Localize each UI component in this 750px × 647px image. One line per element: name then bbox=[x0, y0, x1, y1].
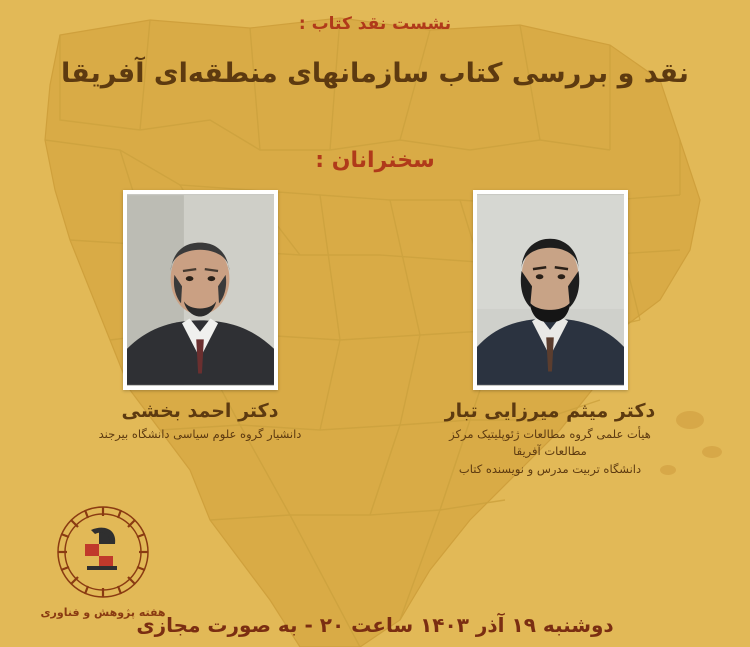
header-label: نشست نقد کتاب : bbox=[298, 14, 452, 34]
logo-caption: هفته پژوهش و فناوری bbox=[40, 606, 166, 619]
speaker-photo-mirzaei-tabar bbox=[473, 190, 628, 390]
event-datetime-footer: دوشنبه ۱۹ آذر ۱۴۰۳ ساعت ۲۰ - به صورت مجازی bbox=[136, 613, 614, 637]
speakers-label: سخنرانان : bbox=[315, 148, 435, 173]
page-title: نقد و بررسی کتاب سازمانهای منطقه‌ای آفریقا bbox=[61, 58, 689, 89]
speaker-name: دکتر میثم میرزایی تبار bbox=[444, 400, 656, 422]
speaker-card bbox=[85, 190, 315, 478]
speakers-row bbox=[0, 190, 750, 478]
speaker-card bbox=[435, 190, 665, 478]
research-week-logo-icon bbox=[38, 500, 168, 604]
speaker-affiliation-line: دانشگاه تربیت مدرس و نویسنده کتاب bbox=[458, 461, 642, 476]
speaker-affiliation bbox=[435, 426, 665, 478]
speaker-name: دکتر احمد بخشی bbox=[121, 400, 279, 422]
speaker-affiliation-line: هیأت علمی گروه مطالعات ژئوپلیتیک مرکز مطالعات آفریقا bbox=[449, 427, 651, 459]
speaker-photo-bakhshi bbox=[123, 190, 278, 390]
speaker-affiliation-line: دانشیار گروه علوم سیاسی دانشگاه بیرجند bbox=[98, 427, 302, 441]
speaker-affiliation bbox=[85, 426, 315, 443]
research-week-logo bbox=[38, 500, 168, 619]
